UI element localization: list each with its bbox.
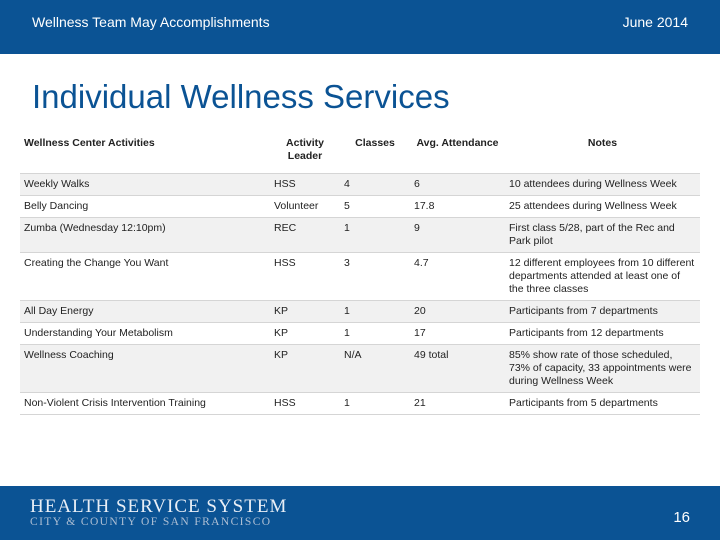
col-header-attendance: Avg. Attendance [416,137,499,149]
cell-leader: HSS [270,253,340,301]
cell-attendance: 21 [410,393,505,415]
header-date: June 2014 [622,14,688,30]
cell-activity: Wellness Coaching [20,345,270,393]
table-row [20,323,700,345]
cell-notes: 85% show rate of those scheduled, 73% of capacity, 33 appointments were during Wellness Week [505,345,700,393]
cell-activity: All Day Energy [20,301,270,323]
cell-leader: HSS [270,174,340,196]
cell-attendance: 20 [410,301,505,323]
cell-activity: Weekly Walks [20,174,270,196]
cell-notes: Participants from 5 departments [505,393,700,415]
table-row [20,218,700,253]
cell-attendance: 9 [410,218,505,253]
col-header-activities: Wellness Center Activities [24,137,155,149]
col-header-leader: Activity Leader [286,137,324,162]
cell-attendance: 49 total [410,345,505,393]
table-row [20,393,700,415]
cell-activity: Creating the Change You Want [20,253,270,301]
cell-classes: 1 [340,218,410,253]
cell-classes: 1 [340,301,410,323]
cell-classes: 1 [340,393,410,415]
col-header-classes: Classes [355,137,395,149]
cell-notes: 12 different employees from 10 different departments attended at least one of the three classes [505,253,700,301]
cell-activity: Belly Dancing [20,196,270,218]
page-number: 16 [673,509,690,526]
cell-classes: 1 [340,323,410,345]
cell-leader: KP [270,323,340,345]
table-row [20,345,700,393]
cell-leader: KP [270,345,340,393]
cell-activity: Non-Violent Crisis Intervention Training [20,393,270,415]
cell-classes: N/A [340,345,410,393]
table-header-row [20,134,700,174]
cell-leader: KP [270,301,340,323]
header-title: Wellness Team May Accomplishments [32,14,270,30]
table-row [20,196,700,218]
services-table [20,134,700,415]
cell-attendance: 6 [410,174,505,196]
table-row [20,174,700,196]
cell-leader: Volunteer [270,196,340,218]
footer-logo-subtitle: CITY & COUNTY OF SAN FRANCISCO [30,516,272,528]
cell-notes: Participants from 7 departments [505,301,700,323]
cell-leader: REC [270,218,340,253]
table-row [20,301,700,323]
cell-activity: Understanding Your Metabolism [20,323,270,345]
cell-leader: HSS [270,393,340,415]
col-header-notes: Notes [587,137,618,149]
cell-classes: 5 [340,196,410,218]
cell-attendance: 17 [410,323,505,345]
cell-notes: First class 5/28, part of the Rec and Park pilot [505,218,700,253]
table-row [20,253,700,301]
cell-notes: 10 attendees during Wellness Week [505,174,700,196]
cell-notes: Participants from 12 departments [505,323,700,345]
cell-activity: Zumba (Wednesday 12:10pm) [20,218,270,253]
page-title: Individual Wellness Services [32,78,450,115]
cell-classes: 4 [340,174,410,196]
cell-attendance: 17.8 [410,196,505,218]
footer-logo: HEALTH SERVICE SYSTEM [30,496,288,517]
cell-attendance: 4.7 [410,253,505,301]
cell-notes: 25 attendees during Wellness Week [505,196,700,218]
cell-classes: 3 [340,253,410,301]
